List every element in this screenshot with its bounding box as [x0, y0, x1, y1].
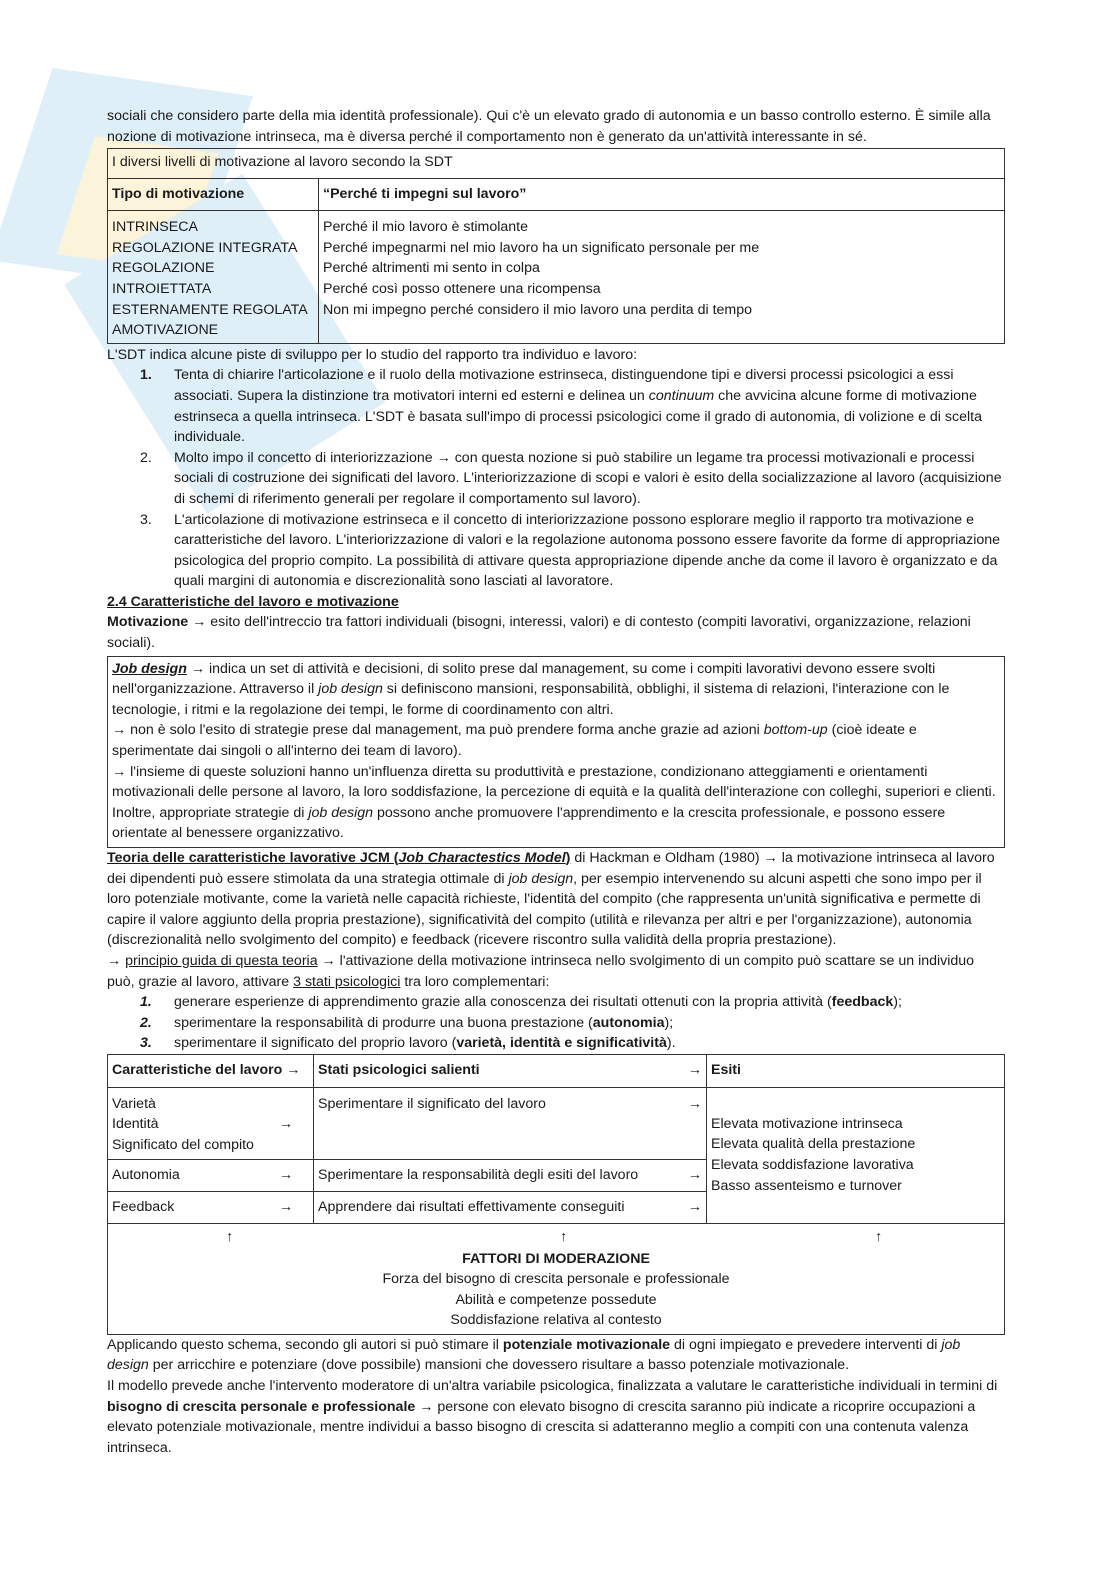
- row-type: REGOLAZIONE INTEGRATA: [112, 239, 298, 256]
- row-reason: Perché impegnarmi nel mio lavoro ha un significato personale per me: [323, 239, 760, 256]
- closing-paragraph-1: Applicando questo schema, secondo gli autori si può stimare il potenziale motivazionale di ogni impiegato e prevedere interventi di job design per arricchire e potenziare (dove possibile) mansioni che dovessero risultare a basso potenziale motivazionale.: [107, 1336, 961, 1374]
- list-item: 3. L'articolazione di motivazione estrinseca e il concetto di interiorizzazione possono esplorare meglio il rapporto tra motivazione e caratteristiche del lavoro. L'interiorizzazione di valori e la regolazione autonoma possono essere favorite da forme di appropriazione psicologica del proprio compito. La possibilità di attivare questa appropriazione dipende anche da come il lavoro è organizzato e da quali margini di autonomia e discrezionalità sono lasciati al lavoratore.: [140, 511, 1001, 590]
- row-type: INTRINSECA: [112, 219, 198, 236]
- jcm-paragraph: Teoria delle caratteristiche lavorative JCM (Job Charactestics Model) di Hackman e Oldham (1980) → la motivazione intrinseca al lavoro dei dipendenti può essere stimolata da una strategia ottimale di job design, per esempio intervenendo su alcuni aspetti che sono impo per il loro potenziale motivante, come la varietà nelle capacità richieste, l'identità del compito (che rappresenta un'unità significativa e permette di capire il valore aggiunto della propria prestazione), significatività del compito (utilità e rilevanza per altri e per l'organizzazione), autonomia (discrezionalità nello svolgimento del compito) e feedback (ricevere riscontro sulla validità della propria prestazione).: [107, 850, 995, 949]
- list-item: 2. sperimentare la responsabilità di produrre una buona prestazione (autonomia);: [140, 1014, 674, 1031]
- col-header-type: Tipo di motivazione: [108, 178, 319, 211]
- document-page: [107, 106, 1005, 1458]
- cell-psych-state: Sperimentare il significato del lavoro →: [314, 1087, 707, 1160]
- list-item: 1. generare esperienze di apprendimento grazie alla conoscenza dei risultati ottenuti con la propria attività (feedback);: [140, 994, 902, 1011]
- cell-psych-state: Sperimentare la responsabilità degli esiti del lavoro →: [314, 1160, 707, 1192]
- sdt-intro: L'SDT indica alcune piste di sviluppo per lo studio del rapporto tra individuo e lavoro:: [107, 346, 638, 363]
- arrow-up-icon: ↑: [875, 1228, 883, 1245]
- arrow-up-icon: ↑: [560, 1228, 568, 1245]
- job-design-box: Job design → indica un set di attività e decisioni, di solito prese dal management, su come i compiti lavorativi devono essere svolti nell'organizzazione. Attraverso il job design si definiscono mansioni, responsabilità, obblighi, il sistema di relazioni, l'interazione con le tecnologie, i ritmi e la regolazione dei tempi, le forme di coordinamento con altri. → non è solo l'esito di strategie prese dal management, ma può prendere forma anche grazie ad azioni bottom-up (cioè ideate e sperimentate dai singoli o all'interno dei team di lavoro). → l'insieme di queste soluzioni hanno un'influenza diretta su produttività e prestazione, condizionano atteggiamenti e orientamenti motivazionali delle persone al lavoro, la loro soddisfazione, la percezione di equità e la qualità dell'interazione con colleghi, superiori e clienti. Inoltre, appropriate strategie di job design possono anche promuovere l'apprendimento e la crescita professionale, e possono essere orientate al benessere organizzativo.: [107, 656, 1005, 848]
- list-item: 3. sperimentare il significato del proprio lavoro (varietà, identità e significatività).: [140, 1035, 676, 1052]
- list-item: 2. Molto impo il concetto di interiorizzazione → con questa nozione si può stabilire un legame tra processi motivazionali e processi sociali di costruzione dei significati del lavoro. L'interiorizzazione di scopi e valori è esito della socializzazione al lavoro (acquisizione di schemi di riferimento generali per regolare il comportamento sul lavoro).: [140, 449, 1002, 507]
- moderation-item: Forza del bisogno di crescita personale e professionale: [382, 1271, 730, 1288]
- list-item: 1. Tenta di chiarire l'articolazione e il ruolo della motivazione estrinseca, distinguendone tipi e diversi processi psicologici a essi associati. Supera la distinzione tra motivatori interni ed esterni e delinea un continuum che avvicina alcune forme di motivazione estrinseca a quella intrinseca. L'SDT è basata sull'impo di processi psicologici come il grado di autonomia, di volizione e di scelta individuale.: [140, 367, 982, 446]
- row-type: ESTERNAMENTE REGOLATA: [112, 301, 308, 318]
- closing-paragraph-2: Il modello prevede anche l'intervento moderatore di un'altra variabile psicologica, finalizzata a valutare le caratteristiche individuali in termini di bisogno di crescita personale e professionale → persone con elevato bisogno di crescita saranno più indicate a ricoprire occupazioni a elevato potenziale motivazionale, mentre individui a basso bisogno di crescita si adatteranno meglio a compiti con una contenuta valenza intrinseca.: [107, 1378, 998, 1456]
- row-reason: Perché il mio lavoro è stimolante: [323, 219, 529, 236]
- arrow-right-icon: →: [278, 1167, 293, 1184]
- arrow-right-icon: →: [278, 1198, 293, 1215]
- cell-characteristics: Autonomia →: [108, 1160, 314, 1192]
- cell-characteristics: Varietà Identità → Significato del compito: [108, 1087, 314, 1160]
- header-psych-states: Stati psicologici salienti →: [314, 1054, 707, 1087]
- arrow-right-icon: →: [687, 1061, 702, 1078]
- arrow-right-icon: →: [687, 1167, 702, 1184]
- row-reason: Non mi impegno perché considero il mio lavoro una perdita di tempo: [323, 301, 753, 318]
- arrow-right-icon: →: [278, 1116, 293, 1133]
- row-reason: Perché così posso ottenere una ricompensa: [323, 280, 601, 297]
- intro-paragraph: sociali che considero parte della mia identità professionale). Qui c'è un elevato grado di autonomia e un basso controllo esterno. È simile alla nozione di motivazione intrinseca, ma è diversa perché il comportamento non è generato da un'attività interessante in sé.: [107, 108, 991, 145]
- row-type: AMOTIVAZIONE: [112, 322, 219, 339]
- moderation-factors-box: [107, 1224, 1005, 1335]
- psych-states-list: [107, 992, 1005, 1054]
- moderation-item: Soddisfazione relativa al contesto: [450, 1312, 662, 1329]
- jcm-principle: → principio guida di questa teoria → l'attivazione della motivazione intrinseca nello svolgimento di un compito può scattare se un individuo può, grazie al lavoro, attivare 3 stati psicologici tra loro complementari:: [107, 952, 975, 990]
- header-job-characteristics: Caratteristiche del lavoro →: [108, 1054, 314, 1087]
- cell-characteristics: Feedback →: [108, 1191, 314, 1223]
- arrow-up-icon: ↑: [226, 1228, 234, 1245]
- arrow-right-icon: →: [687, 1198, 702, 1215]
- motivazione-definition: Motivazione → esito dell'intreccio tra fattori individuali (bisogni, interessi, valori) e di contesto (compiti lavorativi, organizzazione, relazioni sociali).: [107, 614, 971, 652]
- arrow-right-icon: →: [687, 1095, 702, 1112]
- arrow-right-icon: →: [286, 1061, 301, 1078]
- cell-outcomes: Elevata motivazione intrinseca Elevata qualità della prestazione Elevata soddisfazione lavorativa Basso assenteismo e turnover: [707, 1087, 1005, 1223]
- sdt-development-list: [107, 365, 1005, 592]
- table-caption: I diversi livelli di motivazione al lavoro secondo la SDT: [108, 149, 1005, 179]
- moderation-title: FATTORI DI MODERAZIONE: [462, 1250, 650, 1267]
- header-outcomes: Esiti: [707, 1054, 1005, 1087]
- section-heading: 2.4 Caratteristiche del lavoro e motivazione: [107, 593, 399, 610]
- cell-psych-state: Apprendere dai risultati effettivamente conseguiti →: [314, 1191, 707, 1223]
- moderation-item: Abilità e competenze possedute: [455, 1291, 657, 1308]
- jcm-table: [107, 1054, 1005, 1224]
- row-reason: Perché altrimenti mi sento in colpa: [323, 260, 540, 277]
- col-header-reason: “Perché ti impegni sul lavoro”: [319, 178, 1005, 211]
- sdt-motivation-table: [107, 148, 1005, 344]
- row-type: REGOLAZIONE INTROIETTATA: [112, 260, 215, 297]
- job-design-term: Job design: [112, 660, 187, 677]
